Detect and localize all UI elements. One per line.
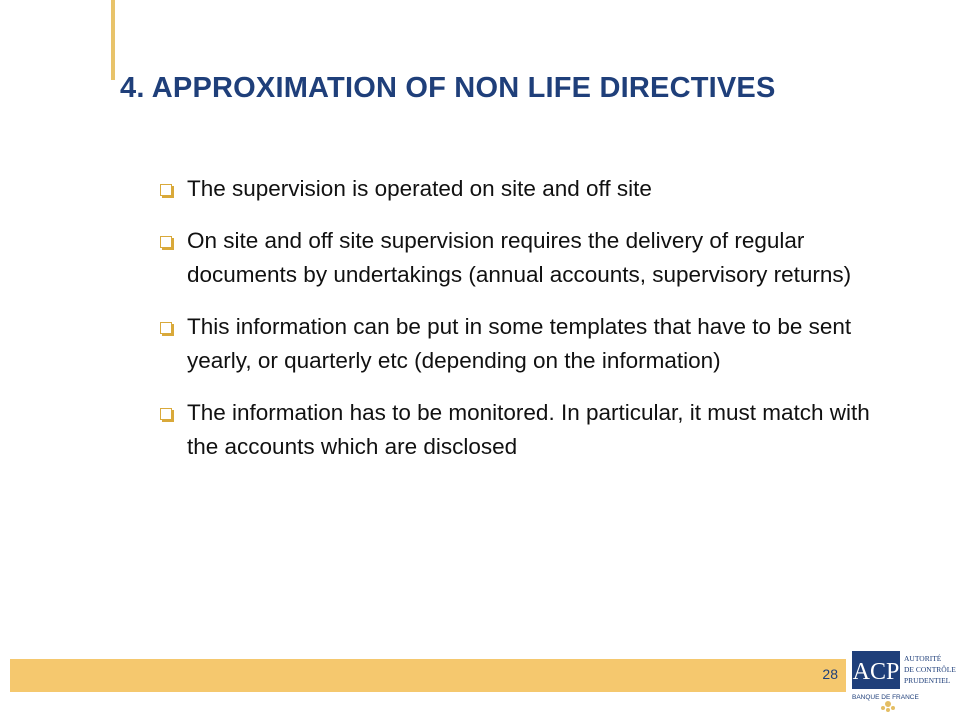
bullet-text: The information has to be monitored. In particular, it must match with the accounts which are disclosed [187,400,870,459]
acp-logo [850,648,956,714]
bullet-item [160,396,880,464]
bullet-text: On site and off site supervision requires the delivery of regular documents by undertakings (annual accounts, supervisory returns) [187,228,852,287]
svg-text:PRUDENTIEL: PRUDENTIEL [904,676,951,685]
slide-title: 4. APPROXIMATION OF NON LIFE DIRECTIVES [120,72,776,104]
bullet-text: The supervision is operated on site and off site [187,176,652,201]
square-bullet-icon [160,322,172,334]
bullet-text: This information can be put in some templates that have to be sent yearly, or quarterly etc (depending on the information) [187,314,852,373]
svg-text:ACP: ACP [852,659,900,685]
page-number: 28 [822,666,838,682]
bullet-item [160,172,880,206]
accent-line [111,0,115,80]
square-bullet-icon [160,408,172,420]
square-bullet-icon [160,184,172,196]
bullet-item [160,310,880,378]
svg-text:DE CONTRÔLE: DE CONTRÔLE [904,665,956,674]
bullet-list [160,172,880,482]
bullet-item [160,224,880,292]
svg-text:AUTORITÉ: AUTORITÉ [904,654,942,663]
square-bullet-icon [160,236,172,248]
svg-text:BANQUE DE FRANCE: BANQUE DE FRANCE [852,694,919,701]
footer-bar [10,659,846,692]
